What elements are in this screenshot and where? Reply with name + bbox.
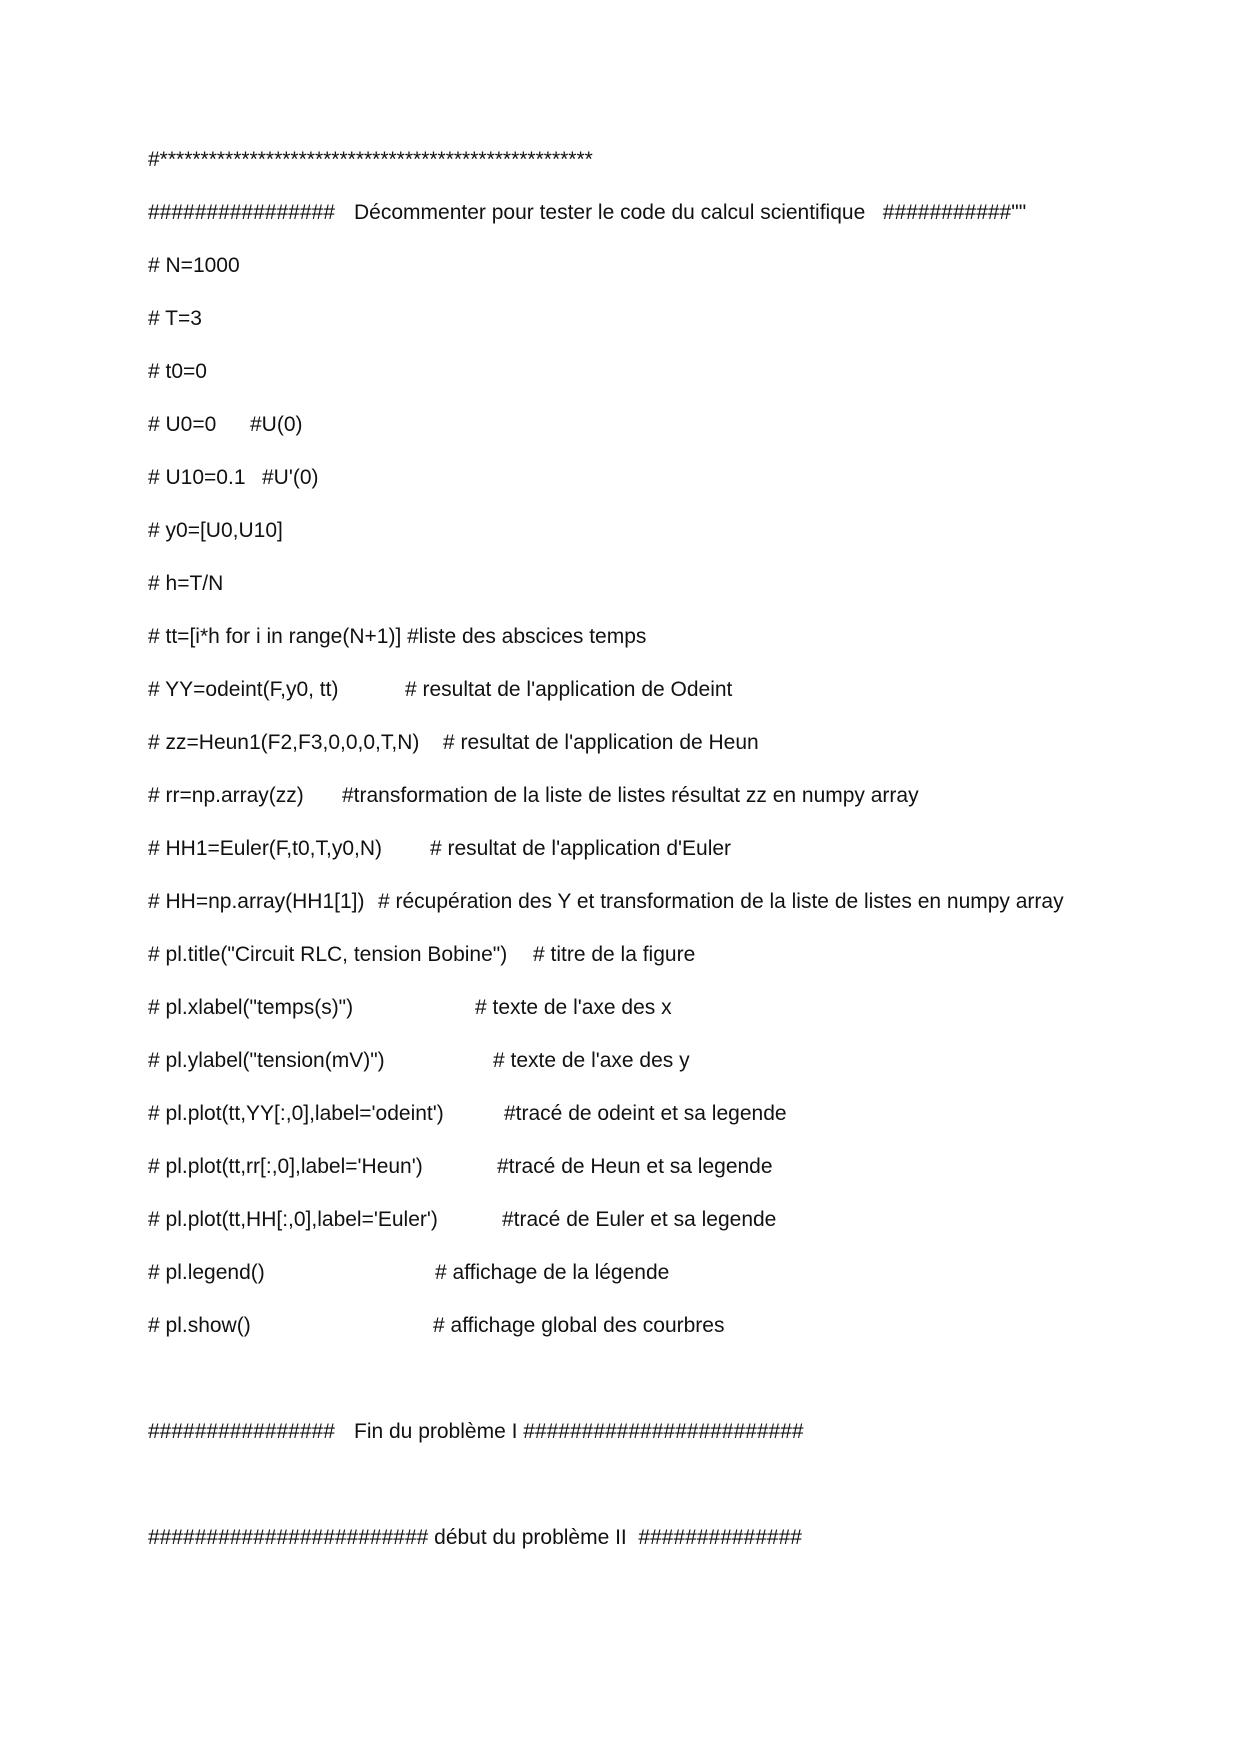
- comment-text: #U(0): [250, 413, 303, 436]
- code-line: [148, 834, 732, 864]
- code-text: ################: [148, 1420, 335, 1443]
- comment-text: Fin du problème I ########################: [354, 1420, 804, 1443]
- code-line: [148, 251, 240, 281]
- code-line: [148, 1046, 690, 1076]
- code-text: # HH=np.array(HH1[1]): [148, 890, 365, 913]
- code-text: # pl.legend(): [148, 1261, 265, 1284]
- code-line: [148, 1205, 777, 1235]
- code-text: # T=3: [148, 307, 202, 330]
- comment-text: # affichage de la légende: [435, 1261, 670, 1284]
- code-text: # pl.show(): [148, 1314, 251, 1337]
- code-line: [148, 993, 672, 1023]
- comment-text: #tracé de Heun et sa legende: [497, 1155, 773, 1178]
- code-line: [148, 1152, 773, 1182]
- code-text: # YY=odeint(F,y0, tt): [148, 678, 339, 701]
- code-text: # pl.title("Circuit RLC, tension Bobine"): [148, 943, 508, 966]
- comment-text: #tracé de odeint et sa legende: [504, 1102, 787, 1125]
- comment-text: # resultat de l'application de Odeint: [405, 678, 733, 701]
- comment-text: Décommenter pour tester le code du calcul scientifique ###########"": [354, 201, 1027, 224]
- code-line: [148, 410, 303, 440]
- code-line: [148, 357, 207, 387]
- comment-text: # titre de la figure: [533, 943, 696, 966]
- code-line: [148, 940, 696, 970]
- code-text: # pl.ylabel("tension(mV)"): [148, 1049, 385, 1072]
- code-line: [148, 781, 919, 811]
- code-text: # pl.plot(tt,YY[:,0],label='odeint'): [148, 1102, 444, 1125]
- code-text: # pl.plot(tt,rr[:,0],label='Heun'): [148, 1155, 423, 1178]
- code-text: # zz=Heun1(F2,F3,0,0,0,T,N): [148, 731, 420, 754]
- comment-text: # affichage global des courbres: [433, 1314, 725, 1337]
- code-text: # pl.plot(tt,HH[:,0],label='Euler'): [148, 1208, 438, 1231]
- code-line: [148, 463, 319, 493]
- comment-text: # récupération des Y et transformation de la liste de listes en numpy array: [378, 890, 1064, 913]
- code-line: [148, 1417, 804, 1447]
- comment-text: #U'(0): [262, 466, 319, 489]
- code-line: [148, 1523, 802, 1553]
- code-line: [148, 1099, 787, 1129]
- code-text: #*****************************************************: [148, 148, 593, 171]
- code-text: # h=T/N: [148, 572, 224, 595]
- code-text: # y0=[U0,U10]: [148, 519, 283, 542]
- code-text: # rr=np.array(zz): [148, 784, 304, 807]
- code-line: [148, 198, 1027, 228]
- code-line: [148, 569, 224, 599]
- code-text: # t0=0: [148, 360, 207, 383]
- comment-text: # resultat de l'application d'Euler: [430, 837, 732, 860]
- code-text: ################: [148, 201, 335, 224]
- code-text: # HH1=Euler(F,t0,T,y0,N): [148, 837, 382, 860]
- comment-text: #tracé de Euler et sa legende: [502, 1208, 777, 1231]
- code-text: ######################## début du problème II ##############: [148, 1526, 802, 1549]
- comment-text: # texte de l'axe des y: [493, 1049, 690, 1072]
- code-text: # tt=[i*h for i in range(N+1)] #liste des abscices temps: [148, 625, 647, 648]
- comment-text: # texte de l'axe des x: [475, 996, 672, 1019]
- comment-text: # resultat de l'application de Heun: [443, 731, 759, 754]
- code-line: [148, 675, 733, 705]
- code-line: [148, 145, 593, 175]
- code-text: # N=1000: [148, 254, 240, 277]
- code-line: [148, 304, 202, 334]
- code-text: # U10=0.1: [148, 466, 246, 489]
- code-text: # pl.xlabel("temps(s)"): [148, 996, 354, 1019]
- code-line: [148, 728, 759, 758]
- code-line: [148, 1311, 725, 1341]
- code-line: [148, 887, 1064, 917]
- code-text: # U0=0: [148, 413, 217, 436]
- code-line: [148, 622, 647, 652]
- code-line: [148, 1258, 670, 1288]
- comment-text: #transformation de la liste de listes résultat zz en numpy array: [342, 784, 919, 807]
- code-line: [148, 516, 283, 546]
